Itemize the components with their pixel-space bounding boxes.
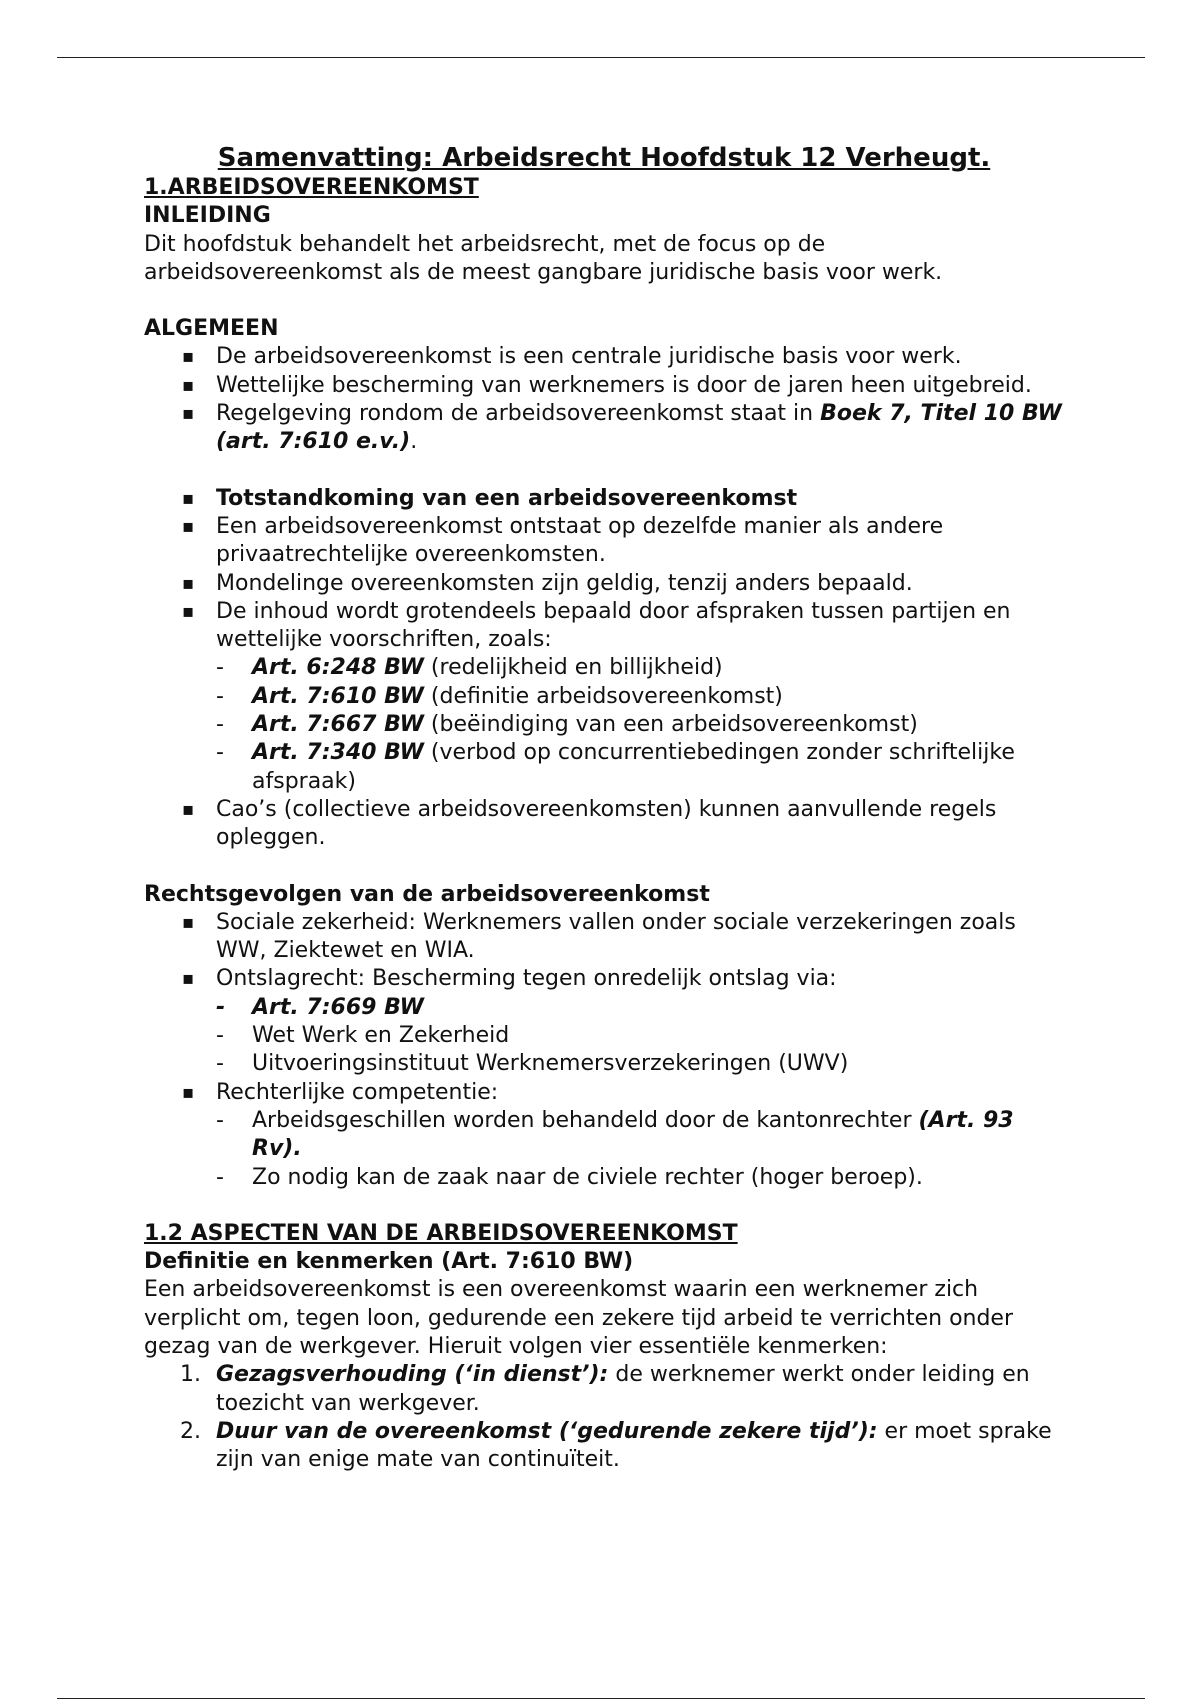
article-item: - Art. 7:610 BW (definitie arbeidsovereenkomst) (144, 683, 1064, 711)
totstand-heading: ▪ Totstandkoming van een arbeidsovereenkomst (144, 485, 1064, 513)
rechtsgevolgen-list (144, 909, 1064, 994)
sub-item: - Wet Werk en Zekerheid (144, 1022, 1064, 1050)
section-2-heading: 1.2 ASPECTEN VAN DE ARBEIDSOVEREENKOMST (144, 1220, 738, 1246)
article-item: - Art. 7:667 BW (beëindiging van een arbeidsovereenkomst) (144, 711, 1064, 739)
ontslag-sublist (144, 994, 1064, 1079)
page-title: Samenvatting: Arbeidsrecht Hoofdstuk 12 Verheugt. (217, 143, 991, 173)
algemeen-heading: ALGEMEEN (144, 316, 279, 342)
article-item: - Art. 6:248 BW (redelijkheid en billijkheid) (144, 654, 1064, 682)
article-item: - Art. 7:340 BW (verbod op concurrentiebedingen zonder schriftelijke afspraak) (144, 739, 1064, 796)
kenmerk-item: 1. Gezagsverhouding (‘in dienst’): de werknemer werkt onder leiding en toezicht van werkgever. (180, 1362, 1030, 1416)
list-item: ▪ Een arbeidsovereenkomst ontstaat op dezelfde manier als andere privaatrechtelijke overeenkomsten. (144, 513, 1064, 570)
sub-item: - Arbeidsgeschillen worden behandeld door de kantonrechter (Art. 93 Rv). (144, 1107, 1064, 1164)
competentie-list (144, 1079, 1064, 1107)
list-item: ▪ Sociale zekerheid: Werknemers vallen onder sociale verzekeringen zoals WW, Ziektewet en WIA. (144, 909, 1064, 966)
footer-rule (57, 1698, 1145, 1699)
list-item: ▪ De inhoud wordt grotendeels bepaald door afspraken tussen partijen en wettelijke voorschriften, zoals: (144, 598, 1064, 655)
list-item: ▪ Regelgeving rondom de arbeidsovereenkomst staat in Boek 7, Titel 10 BW (art. 7:610 e.v.). (144, 400, 1064, 457)
sub-item: - Uitvoeringsinstituut Werknemersverzekeringen (UWV) (144, 1050, 1064, 1078)
kenmerken-list (144, 1361, 1064, 1474)
sub-item: - Zo nodig kan de zaak naar de civiele rechter (hoger beroep). (144, 1164, 1064, 1192)
definitie-text: Een arbeidsovereenkomst is een overeenkomst waarin een werknemer zich verplicht om, tegen loon, gedurende een zekere tijd arbeid te verrichten onder gezag van de werkgever. Hieruit volgen vier essentiële kenmerken: (144, 1277, 1014, 1359)
rechtsgevolgen-heading: Rechtsgevolgen van de arbeidsovereenkomst (144, 881, 710, 907)
list-item: ▪ De arbeidsovereenkomst is een centrale juridische basis voor werk. (144, 343, 1064, 371)
cao-list (144, 796, 1064, 853)
list-item: ▪ Rechterlijke competentie: (144, 1079, 1064, 1107)
list-item: ▪ Mondelinge overeenkomsten zijn geldig, tenzij anders bepaald. (144, 570, 1064, 598)
inleiding-heading: INLEIDING (144, 203, 271, 229)
list-item: ▪ Ontslagrecht: Bescherming tegen onredelijk ontslag via: (144, 965, 1064, 993)
kenmerk-item: 2. Duur van de overeenkomst (‘gedurende zekere tijd’): er moet sprake zijn van enige mate van continuïteit. (180, 1418, 1052, 1473)
list-item: ▪ Cao’s (collectieve arbeidsovereenkomsten) kunnen aanvullende regels opleggen. (144, 796, 1064, 853)
inleiding-text: Dit hoofdstuk behandelt het arbeidsrecht, met de focus op de arbeidsovereenkomst als de meest gangbare juridische basis voor werk. (144, 231, 943, 285)
articles-list (144, 654, 1064, 795)
section-1-heading: 1.ARBEIDSOVEREENKOMST (144, 175, 479, 200)
document-body (144, 142, 1064, 1474)
definitie-heading: Definitie en kenmerken (Art. 7:610 BW) (144, 1249, 634, 1275)
list-item: ▪ Wettelijke bescherming van werknemers is door de jaren heen uitgebreid. (144, 372, 1064, 400)
header-rule (57, 57, 1145, 58)
totstand-list (144, 485, 1064, 655)
sub-item: - Art. 7:669 BW (144, 994, 1064, 1022)
algemeen-list (144, 343, 1064, 456)
competentie-sublist (144, 1107, 1064, 1192)
